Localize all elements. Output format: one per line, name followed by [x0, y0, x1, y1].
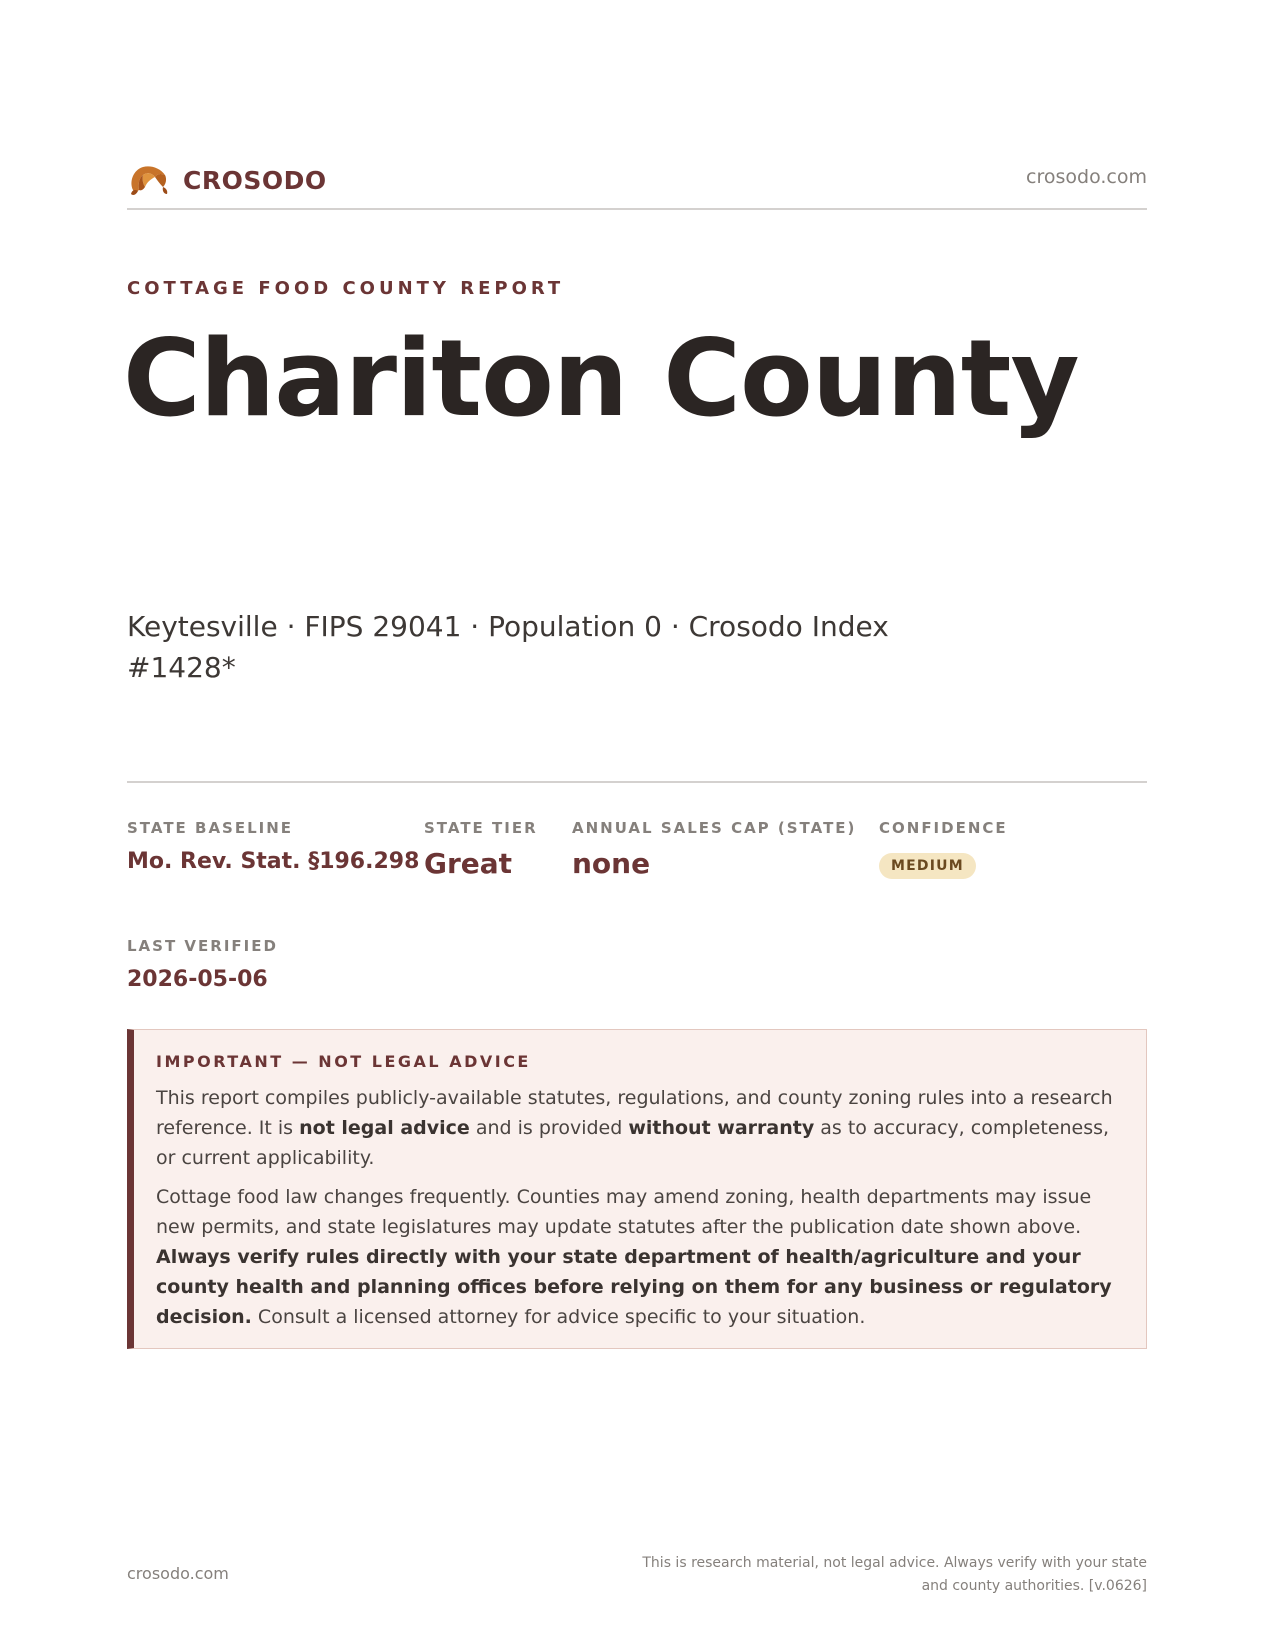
stat-value: 2026-05-06	[127, 967, 268, 992]
report-eyebrow: COTTAGE FOOD COUNTY REPORT	[127, 278, 565, 299]
notice-paragraph	[156, 1182, 1120, 1332]
brand	[127, 160, 327, 200]
report-subtitle: Keytesville · FIPS 29041 · Population 0 · Crosodo Index #1428*	[127, 610, 889, 684]
stat-value: Mo. Rev. Stat. §196.298	[127, 849, 420, 874]
stat-label: STATE BASELINE	[127, 819, 294, 837]
notice-title: IMPORTANT — NOT LEGAL ADVICE	[156, 1052, 531, 1071]
stat-last-verified	[127, 937, 278, 992]
stat-state-baseline	[127, 819, 419, 874]
stat-label: ANNUAL SALES CAP (STATE)	[572, 819, 857, 837]
notice-text: and is provided	[469, 1117, 629, 1139]
stat-value: Great	[424, 847, 513, 880]
legal-notice	[127, 1029, 1147, 1349]
croissant-icon	[127, 160, 169, 200]
notice-text: This report compiles publicly-available statutes, regulations, and county zoning rules into a research reference. It is	[156, 1087, 1113, 1139]
report-page	[123, 0, 1147, 1650]
notice-text: Cottage food law changes frequently. Counties may amend zoning, health departments may issue new permits, and state legislatures may update statutes after the publication date shown above.	[156, 1186, 1092, 1238]
stat-confidence	[879, 819, 1008, 879]
brand-name: CROSODO	[183, 165, 327, 195]
stat-label: CONFIDENCE	[879, 819, 1008, 837]
stat-value: none	[572, 847, 651, 880]
confidence-badge: MEDIUM	[879, 853, 976, 879]
notice-paragraph	[156, 1083, 1120, 1173]
notice-emphasis: without warranty	[628, 1117, 815, 1139]
page-header	[127, 158, 1147, 210]
section-divider	[127, 781, 1147, 783]
stat-label: STATE TIER	[424, 819, 538, 837]
notice-emphasis: not legal advice	[299, 1117, 470, 1139]
footer-site-url[interactable]: crosodo.com	[127, 1564, 229, 1583]
footer-disclaimer: This is research material, not legal advice. Always verify with your state and county authorities. [v.0626]	[642, 1555, 1147, 1594]
notice-text: as to accuracy, completeness, or current applicability.	[156, 1117, 1110, 1169]
page-title: Chariton County	[123, 317, 1079, 440]
stat-label: LAST VERIFIED	[127, 937, 278, 955]
stat-annual-sales-cap	[572, 819, 856, 880]
notice-text: Consult a licensed attorney for advice specific to your situation.	[251, 1306, 866, 1328]
notice-emphasis: Always verify rules directly with your state department of health/agriculture and your county health and planning offices before relying on them for any business or regulatory decision.	[156, 1246, 1112, 1328]
stat-state-tier	[424, 819, 538, 880]
site-url[interactable]: crosodo.com	[1026, 166, 1147, 188]
